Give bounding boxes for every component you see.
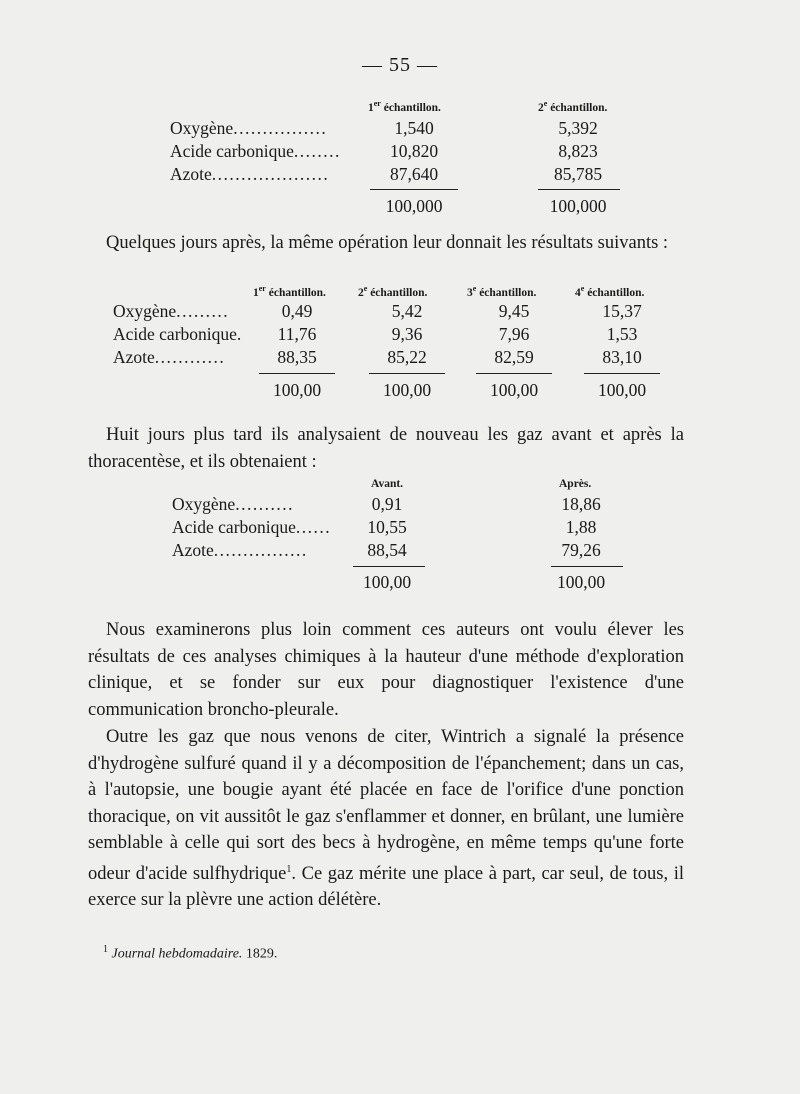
cell-value: 5,392 (558, 118, 598, 138)
cell-value: 0,91 (371, 494, 403, 514)
cell-value: 0,49 (281, 301, 313, 321)
sum-rule (551, 566, 623, 567)
cell-value: 11,76 (277, 324, 317, 344)
cell-value: 1,88 (565, 517, 597, 537)
total-value: 100,00 (382, 380, 432, 400)
cell-value: 1,53 (606, 324, 638, 344)
cell-value: 88,35 (277, 347, 317, 367)
row-label: Acide carbonique. (113, 324, 242, 344)
row-label: Oxygène (113, 301, 177, 321)
row-label: Acide carbonique (172, 517, 296, 537)
total-value: 100,000 (549, 196, 607, 216)
footnote-mark: 1 (103, 944, 108, 955)
cell-value: 82,59 (494, 347, 534, 367)
cell-value: 83,10 (602, 347, 642, 367)
sum-rule (353, 566, 425, 567)
sum-rule (259, 373, 335, 374)
total-value: 100,00 (597, 380, 647, 400)
column-header: 1er échantillon. (368, 99, 441, 114)
column-header: 4e échantillon. (575, 284, 645, 299)
cell-value: 79,26 (561, 540, 601, 560)
total-value: 100,00 (272, 380, 322, 400)
footnote (103, 944, 277, 963)
cell-value: 1,540 (394, 118, 434, 138)
cell-value: 15,37 (602, 301, 642, 321)
cell-value: 85,785 (553, 164, 603, 184)
cell-value: 7,96 (498, 324, 530, 344)
row-label: Oxygène (172, 494, 236, 514)
footnote-marker: 1 (286, 863, 292, 875)
total-value: 100,00 (489, 380, 539, 400)
row-label: Azote (170, 164, 212, 184)
cell-value: 85,22 (387, 347, 427, 367)
total-value: 100,00 (556, 572, 606, 592)
sum-rule (369, 373, 445, 374)
cell-value: 5,42 (391, 301, 423, 321)
footnote-year: 1829. (245, 946, 278, 962)
paragraph: Nous examinerons plus loin comment ces auteurs ont voulu élever les résultats de ces analyses chimiques à la hauteur d'une méthode d'exploration clinique, et se fonder sur eux pour diagnostiquer l'existence d'une communication broncho-pleurale. (88, 620, 684, 720)
row-label: Azote (172, 540, 214, 560)
sum-rule (370, 189, 458, 190)
cell-value: 9,36 (391, 324, 423, 344)
footnote-journal: Journal hebdomadaire. (111, 946, 243, 962)
total-value: 100,00 (362, 572, 412, 592)
row-label: Oxygène (170, 118, 234, 138)
total-value: 100,000 (385, 196, 443, 216)
paragraph: Huit jours plus tard ils analysaient de nouveau les gaz avant et après la thoracentèse, et ils obtenaient : (88, 425, 684, 472)
sum-rule (538, 189, 620, 190)
column-header: 3e échantillon. (467, 284, 537, 299)
row-label: Azote (113, 347, 155, 367)
column-header: 1er échantillon. (253, 284, 326, 299)
row-label: Acide carbonique (170, 141, 294, 161)
sum-rule (476, 373, 552, 374)
cell-value: 8,823 (558, 141, 598, 161)
sum-rule (584, 373, 660, 374)
column-header: 2e échantillon. (538, 99, 608, 114)
column-header: 2e échantillon. (358, 284, 428, 299)
paragraph: Outre les gaz que nous venons de citer, Wintrich a signalé la présence d'hydrogène sulfuré quand il y a décomposition de l'épanchement; dans un cas, à l'autopsie, une bougie ayant été placée en face de l'orifice d'une ponction thoracique, on vit aussitôt le gaz s'enflammer et donner, en brûlant, une lumière semblable à celle qui sort des becs à hydrogène, en même temps qu'une forte odeur d'acide sulfhydrique$^1$. Ce gaz mérite une place à part, car seul, de tous, il exerce sur la plèvre une action délétère. (88, 727, 684, 911)
page-number: — 55 — (362, 54, 438, 76)
column-header: Avant. (371, 478, 404, 490)
column-header: Après. (559, 478, 592, 490)
cell-value: 10,55 (367, 517, 407, 537)
document-page: — 55 — 1er échantillon. 2e échantillon. Oxygène................ 1,540 5,392 Acide carbonique........ 10,820 8,823 Azote.................... 87,640 85,785 100,000 100,000 Quelques jours après, la même opération leur donnait les résultats suivants : 1er échantillon. 2e échantillon. 3e échantillon. 4e échantillon. Oxygène......... 0,49 5,42 9,45 15,37 Acide carbonique. 11,76 9,36 7,96 1,53 Azote............ 88,35 85,22 82,59 83,10 100,00 100,00 100,00 100,00 Huit jours plus tard ils analysaient de nouveau les gaz avant et après la thoracentèse, et ils obtenaient : Avant. Après. Oxygène.......... 0,91 18,86 Acide carbonique...... 10,55 1,88 Azote................ 88,54 79,26 100,00 100,00 Nous examinerons plus loin comment ces auteurs ont voulu élever les résultats de ces analyses chimiques à la hauteur d'une méthode d'exploration clinique, et se fonder sur eux pour diagnostiquer l'existence d'une communication broncho-pleurale. Outre les gaz que nous venons de citer, Wintrich a signalé la présence d'hydrogène sulfuré quand il y a décomposition de l'épanchement; dans un cas, à l'autopsie, une bougie ayant été placée en face de l'orifice d'une ponction thoracique, on vit aussitôt le gaz s'enflammer et donner, en brûlant, une lumière semblable à celle qui sort des becs à hydrogène, en même temps qu'une forte odeur d'acide sulfhydrique$^1$. Ce gaz mérite une place à part, car seul, de tous, il exerce sur la plèvre une action délétère. $^1$ Journal hebdomadaire. 1829. (0, 0, 800, 1094)
paragraph: Quelques jours après, la même opération leur donnait les résultats suivants : (106, 233, 669, 253)
cell-value: 87,640 (389, 164, 439, 184)
cell-value: 88,54 (367, 540, 407, 560)
cell-value: 9,45 (498, 301, 530, 321)
cell-value: 10,820 (389, 141, 439, 161)
cell-value: 18,86 (561, 494, 601, 514)
